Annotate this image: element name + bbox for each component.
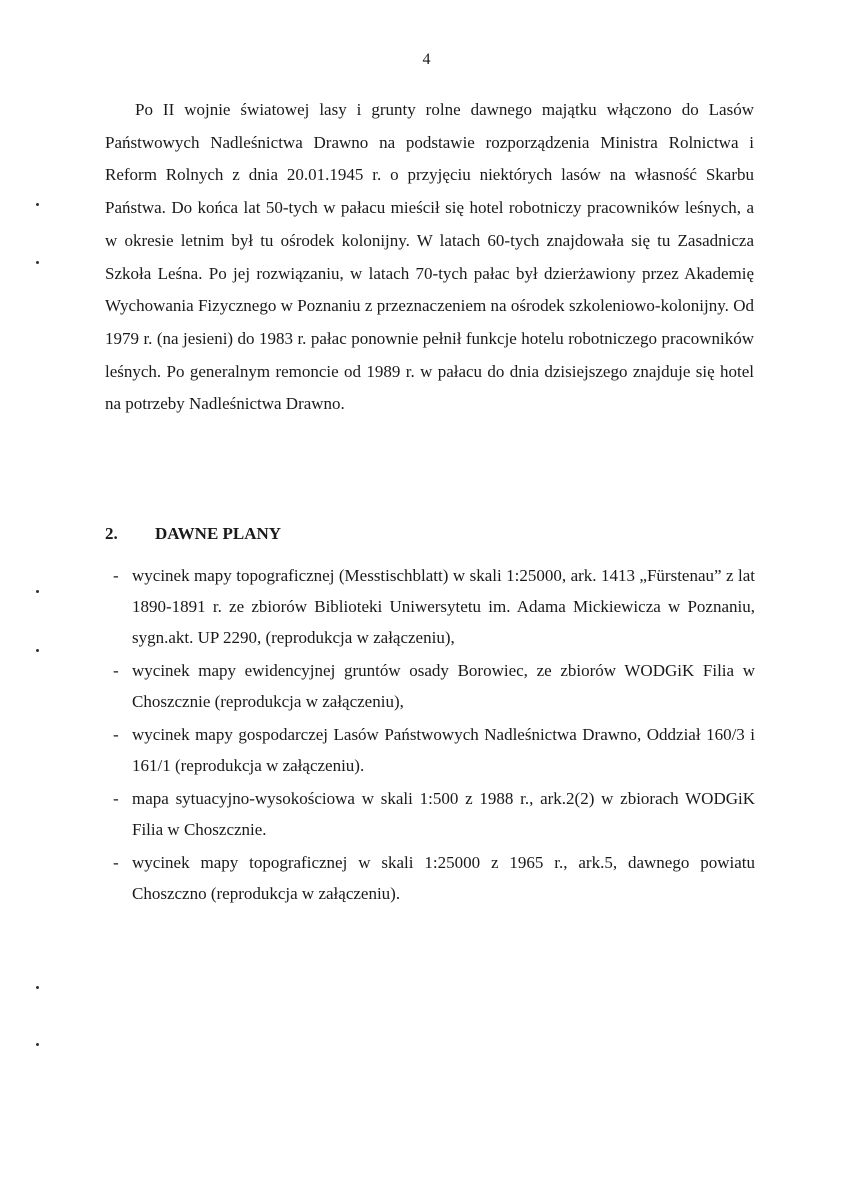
list-item [105,560,755,653]
page-number: 4 [422,51,431,68]
list-item [105,783,755,845]
list-item-text: wycinek mapy topograficznej (Messtischblatt) w skali 1:25000, ark. 1413 „Fürstenau” z lat 1890-1891 r. ze zbiorów Biblioteki Uniwersytetu im. Adama Mickiewicza w Poznaniu, sygn.akt. UP 2290, (reprodukcja w załączeniu), [132,566,755,647]
margin-dot [36,203,39,206]
list-item [105,655,755,717]
list-dash: - [113,725,119,744]
plans-list [105,560,755,911]
list-item [105,847,755,909]
section-number: 2. [105,524,118,543]
list-item [105,719,755,781]
section-heading [105,522,281,546]
margin-dot [36,1043,39,1046]
list-item-text: wycinek mapy gospodarczej Lasów Państwowych Nadleśnictwa Drawno, Oddział 160/3 i 161/1 (reprodukcja w załączeniu). [132,725,755,775]
list-item-text: wycinek mapy ewidencyjnej gruntów osady Borowiec, ze zbiorów WODGiK Filia w Choszcznie (reprodukcja w załączeniu), [132,661,755,711]
margin-dot [36,986,39,989]
list-item-text: mapa sytuacyjno-wysokościowa w skali 1:500 z 1988 r., ark.2(2) w zbiorach WODGiK Filia w Choszcznie. [132,789,755,839]
margin-dot [36,261,39,264]
list-dash: - [113,661,119,680]
margin-dot [36,590,39,593]
list-dash: - [113,789,119,808]
margin-dot [36,649,39,652]
intro-paragraph: Po II wojnie światowej lasy i grunty rolne dawnego majątku włączono do Lasów Państwowych Nadleśnictwa Drawno na podstawie rozporządzenia Ministra Rolnictwa i Reform Rolnych z dnia 20.01.1945 r. o przyjęciu niektórych lasów na własność Skarbu Państwa. Do końca lat 50-tych w pałacu mieścił się hotel robotniczy pracowników leśnych, a w okresie letnim był tu ośrodek kolonijny. W latach 60-tych znajdowała się tu Zasadnicza Szkoła Leśna. Po jej rozwiązaniu, w latach 70-tych pałac był dzierżawiony przez Akademię Wychowania Fizycznego w Poznaniu z przeznaczeniem na ośrodek szkoleniowo-kolonijny. Od 1979 r. (na jesieni) do 1983 r. pałac ponownie pełnił funkcje hotelu robotniczego pracowników leśnych. Po generalnym remoncie od 1989 r. w pałacu do dnia dzisiejszego znajduje się hotel na potrzeby Nadleśnictwa Drawno. [105,100,754,414]
section-title: DAWNE PLANY [155,524,282,543]
list-dash: - [113,853,119,872]
list-dash: - [113,566,119,585]
list-item-text: wycinek mapy topograficznej w skali 1:25000 z 1965 r., ark.5, dawnego powiatu Choszczno (reprodukcja w załączeniu). [132,853,755,903]
